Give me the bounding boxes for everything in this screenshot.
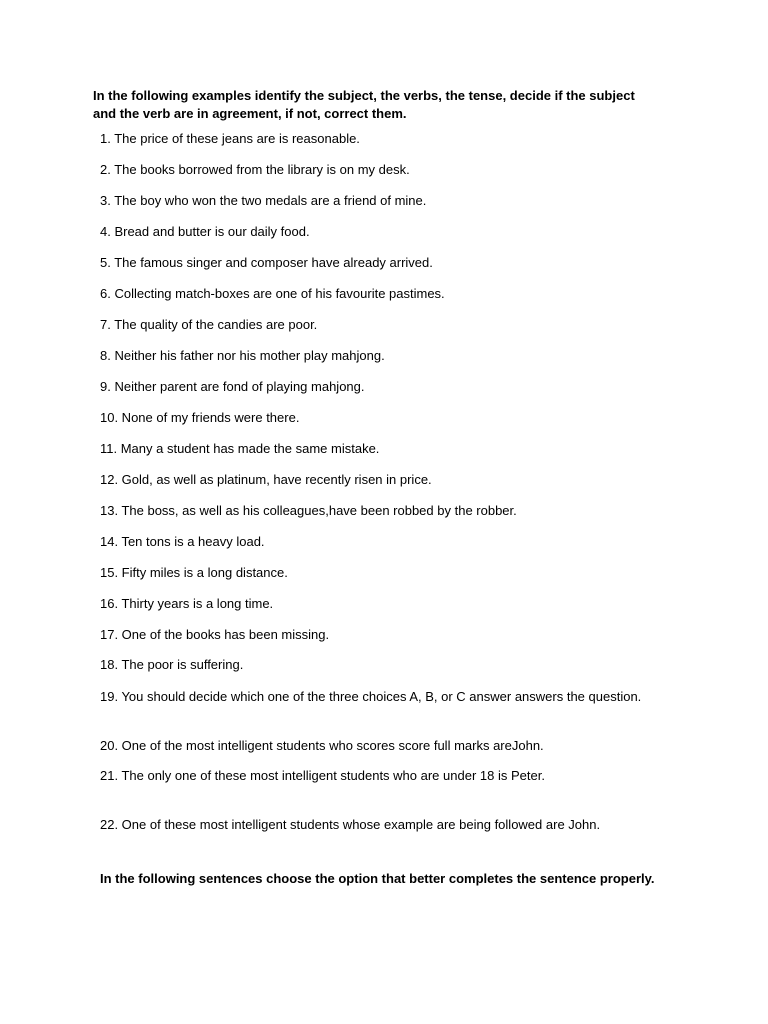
exercise-item-6: 6. Collecting match-boxes are one of his favourite pastimes. (100, 286, 445, 301)
exercise-item-4: 4. Bread and butter is our daily food. (100, 224, 310, 239)
exercise-item-17: 17. One of the books has been missing. (100, 627, 330, 642)
exercise-item-8: 8. Neither his father nor his mother play mahjong. (100, 348, 385, 363)
exercise-item-10: 10. None of my friends were there. (100, 410, 300, 425)
exercise-item-21: 21. The only one of these most intelligent students who are under 18 is Peter. (100, 768, 545, 783)
exercise-item-11: 11. Many a student has made the same mistake. (100, 441, 380, 456)
exercise-item-7: 7. The quality of the candies are poor. (100, 317, 318, 332)
exercise-item-5: 5. The famous singer and composer have already arrived. (100, 255, 433, 270)
exercise-item-15: 15. Fifty miles is a long distance. (100, 565, 288, 580)
exercise-item-18: 18. The poor is suffering. (100, 657, 244, 672)
exercise-item-13: 13. The boss, as well as his colleagues,have been robbed by the robber. (100, 503, 517, 518)
exercise-item-3: 3. The boy who won the two medals are a friend of mine. (100, 193, 427, 208)
exercise-item-9: 9. Neither parent are fond of playing mahjong. (100, 379, 365, 394)
exercise-item-12: 12. Gold, as well as platinum, have recently risen in price. (100, 472, 432, 487)
exercise-item-16: 16. Thirty years is a long time. (100, 596, 274, 611)
exercise-item-20: 20. One of the most intelligent students who scores score full marks areJohn. (100, 738, 544, 753)
exercise-item-2: 2. The books borrowed from the library is on my desk. (100, 162, 410, 177)
exercise-item-14: 14. Ten tons is a heavy load. (100, 534, 265, 549)
exercise-item-19: 19. You should decide which one of the three choices A, B, or C answer answers the question. (100, 689, 642, 704)
section-heading-identify: In the following examples identify the subject, the verbs, the tense, decide if the subject and the verb are in agreement, if not, correct them. (93, 88, 635, 121)
section-heading-choose: In the following sentences choose the option that better completes the sentence properly. (100, 871, 655, 886)
exercise-item-1: 1. The price of these jeans are is reasonable. (100, 131, 360, 146)
exercise-item-22: 22. One of these most intelligent students whose example are being followed are John. (100, 817, 601, 832)
